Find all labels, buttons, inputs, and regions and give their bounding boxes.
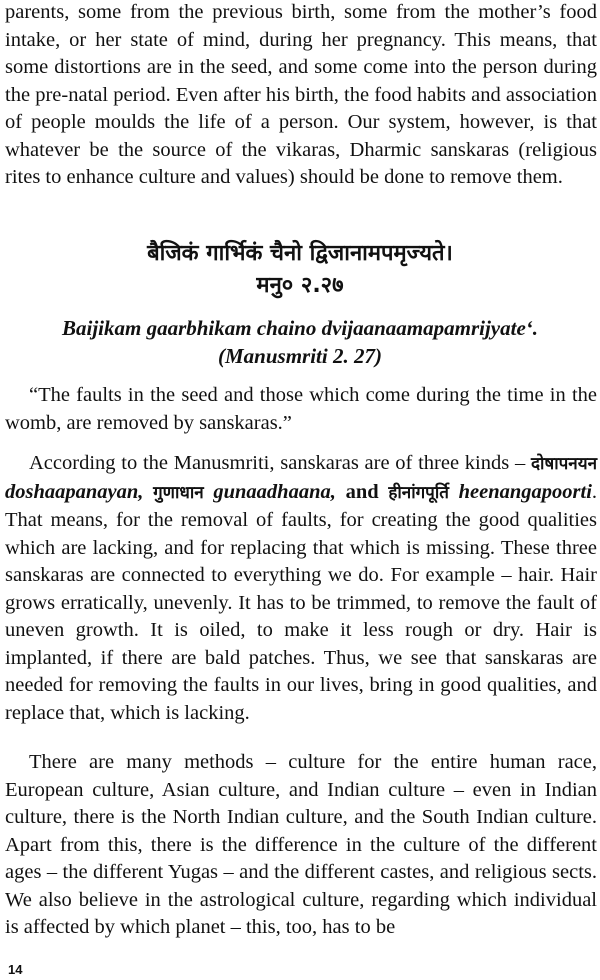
- conjunction-and: and: [345, 480, 379, 503]
- paragraph-rest: . That means, for the removal of faults, for creating the good qualities which are lacking, and for replacing that which is missing. These three sanskaras are connected to everything we do. For example – hair. Hair grows erratically, unevenly. It has to be trimmed, to remove the fault of uneven growth. It is oiled, to make it less rough or dry. Hair is implanted, if there are bald patches. Thus, we see that sanskaras are needed for removing the faults in our lives, bring in good qualities, and replace that, which is lacking.: [5, 480, 598, 724]
- paragraph-continued: parents, some from the previous birth, some from the mother’s food intake, or her state of mind, during her pregnancy. This means, that some distortions are in the seed, and some come into the person during the pre-natal period. Even after his birth, the food habits and association of people moulds the life of a person. Our system, however, is that whatever be the source of the vikaras, Dharmic sanskaras (religious rites to enhance culture and values) should be done to remove them.: [5, 1, 597, 188]
- term-heenangapoorti: heenangapoorti: [458, 480, 592, 503]
- term-heenangapoorti-devanagari: हीनांगपूर्ति: [388, 482, 449, 503]
- paragraph-three-kinds: [5, 450, 597, 727]
- term-gunaadhaana: gunaadhaana,: [213, 480, 336, 503]
- paragraph-cultures: There are many methods – culture for the entire human race, European culture, Asian culture, and Indian culture – even in Indian culture, there is the North Indian culture, and the South Indian culture. Apart from this, there is the difference in the culture of the different ages – the different Yugas – and the different castes, and religious sects. We also believe in the astrological culture, regarding which individual is affected by which planet – this, too, has to be: [5, 751, 597, 938]
- verse-source: (Manusmriti 2. 27): [218, 344, 382, 368]
- verse-translation-quote: “The faults in the seed and those which come during the time in the womb, are removed by sanskaras.”: [5, 384, 597, 434]
- verse-reference: मनु० २.२७: [256, 273, 344, 298]
- paragraph-lead: According to the Manusmriti, sanskaras are of three kinds –: [29, 452, 531, 474]
- sanskrit-verse: बैजिकं गार्भिकं चैनो द्विजानामपमृज्यते।: [147, 241, 453, 266]
- term-gunaadhaana-devanagari: गुणाधान: [153, 482, 204, 503]
- page-number: 14: [8, 962, 23, 977]
- term-doshaapanayan-devanagari: दोषापनयन: [530, 454, 597, 474]
- verse-transliteration: Baijikam gaarbhikam chaino dvijaanaamapamrijyate‘.: [61, 316, 539, 340]
- term-doshaapanayan: doshaapanayan,: [5, 480, 144, 503]
